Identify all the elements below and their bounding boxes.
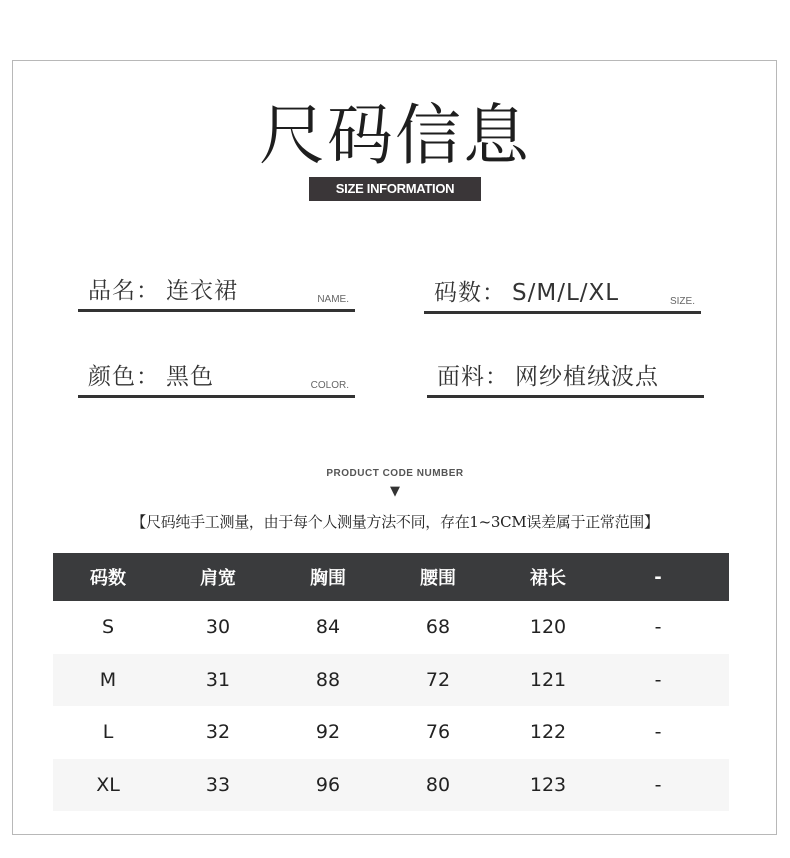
field-value: S/M/L/XL [512, 280, 620, 306]
table-row [53, 654, 729, 707]
table-cell: 30 [205, 616, 231, 639]
table-cell: 32 [205, 721, 231, 744]
table-cell: 80 [425, 773, 451, 796]
field-label [437, 358, 659, 391]
table-row [53, 759, 729, 812]
field-key: 品名： [88, 278, 160, 304]
table-row [53, 601, 729, 654]
table-cell: 88 [315, 668, 341, 691]
table-cell: - [654, 773, 662, 796]
field-color [78, 359, 355, 398]
table-cell: - [654, 668, 662, 691]
field-key: 面料： [437, 364, 509, 390]
table-cell: S [101, 616, 115, 639]
table-cell: XL [96, 773, 120, 796]
table-cell: 92 [315, 721, 341, 744]
field-value: 黑色 [166, 364, 214, 390]
table-cell: 96 [315, 773, 341, 796]
product-code-label: PRODUCT CODE NUMBER [326, 468, 464, 479]
table-cell: 72 [425, 668, 451, 691]
table-cell: L [102, 721, 114, 744]
field-value: 网纱植绒波点 [515, 364, 659, 390]
table-cell: M [99, 668, 117, 691]
table-cell: 33 [205, 773, 231, 796]
field-label [88, 358, 214, 391]
table-cell: 68 [425, 616, 451, 639]
header-cell: 腰围 [420, 568, 456, 589]
table-row [53, 706, 729, 759]
table-cell: - [654, 616, 662, 639]
field-product-name [78, 273, 355, 312]
field-label [434, 274, 619, 307]
page-title: 尺码信息 [259, 97, 531, 174]
table-cell: 31 [205, 668, 231, 691]
field-value: 连衣裙 [166, 278, 238, 304]
field-hint: NAME. [317, 294, 349, 305]
header-cell: - [654, 566, 662, 588]
arrow-down-icon: ▼ [390, 484, 400, 499]
page-subtitle-badge: SIZE INFORMATION [309, 177, 481, 201]
field-fabric [427, 359, 704, 398]
table-cell: 76 [425, 721, 451, 744]
size-table [53, 553, 729, 811]
field-size [424, 275, 701, 314]
table-header [53, 553, 729, 601]
header-cell: 肩宽 [200, 568, 236, 589]
field-label [88, 272, 238, 305]
table-cell: - [654, 721, 662, 744]
table-cell: 84 [315, 616, 341, 639]
table-cell: 120 [529, 616, 567, 639]
table-cell: 123 [529, 773, 567, 796]
header-cell: 裙长 [530, 568, 566, 589]
field-hint: SIZE. [669, 296, 695, 307]
header-cell: 胸围 [310, 568, 346, 589]
field-key: 码数： [434, 280, 506, 306]
field-hint: COLOR. [310, 380, 349, 391]
measurement-note: 【尺码纯手工测量，由于每个人测量方法不同，存在1~3CM误差属于正常范围】 [131, 513, 659, 531]
field-key: 颜色： [88, 364, 160, 390]
table-cell: 122 [529, 721, 567, 744]
table-cell: 121 [529, 668, 567, 691]
header-cell: 码数 [90, 568, 126, 589]
